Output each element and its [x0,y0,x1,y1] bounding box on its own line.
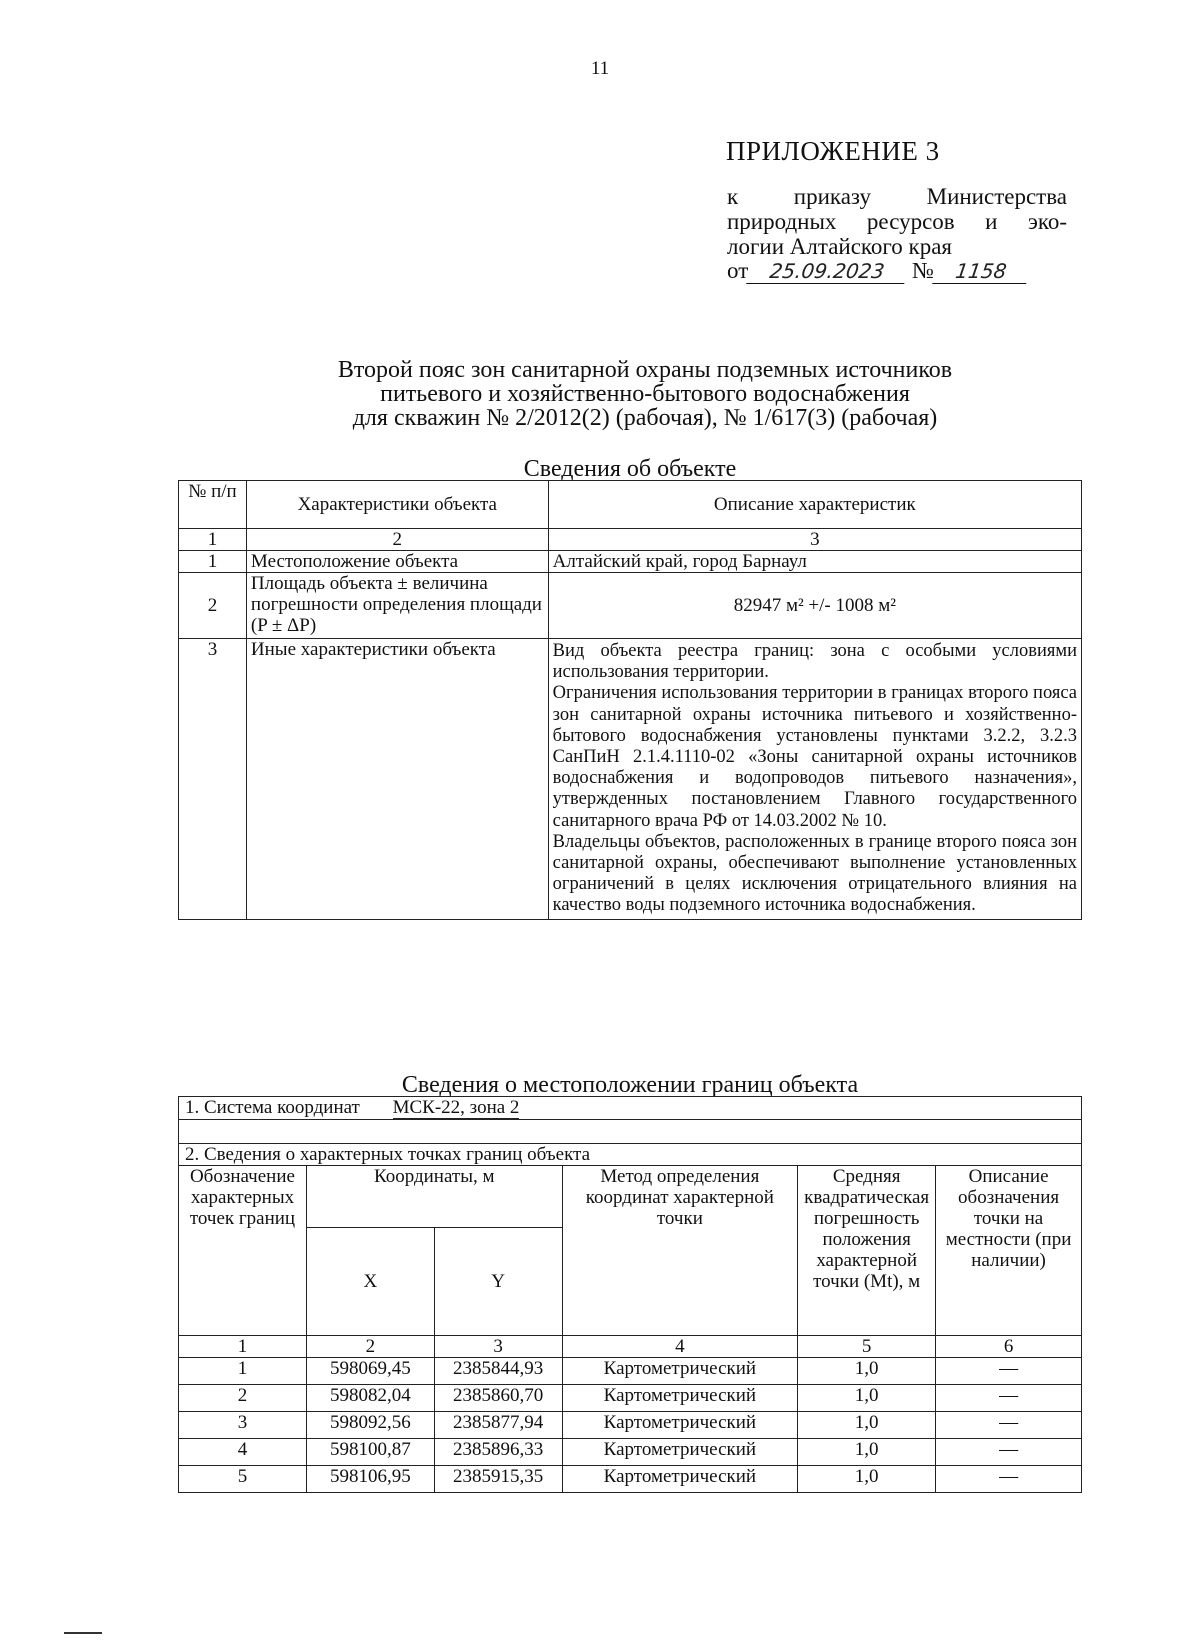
column-header-description: Описание характеристик [548,481,1081,529]
appendix-title: ПРИЛОЖЕНИЕ 3 [726,136,940,166]
table-row [179,1439,1082,1466]
row-characteristic: Площадь объекта ± величина погрешности определения площади (P ± ΔP) [246,573,548,639]
column-number: 2 [246,529,548,551]
column-header-y: Y [434,1228,562,1336]
point-description: — [936,1385,1082,1412]
title-line: Второй пояс зон санитарной охраны подземных источников [337,357,953,383]
empty-cell [179,1120,1082,1144]
column-header-x: X [306,1228,434,1336]
handwritten-date: 25.09.2023 [746,259,908,284]
appendix-order-reference [727,184,1067,259]
column-header-number: № п/п [179,481,247,529]
description-paragraph: Ограничения использования территории в границах второго пояса зон санитарной охраны источника питьевого и хозяйственно-бытового водоснабжения установлены пунктами 3.2.2, 3.2.3 СанПиН 2.1.4.1110-02 «Зоны санитарной охраны источников водоснабжения и водопроводов питьевого назначения», утвержденных постановлением Главного государственного санитарного врача РФ от 14.03.2002 № 10. [552,683,1077,831]
column-header-characteristic: Характеристики объекта [246,481,548,529]
row-description: Алтайский край, город Барнаул [548,551,1081,573]
object-info-heading: Сведения об объекте [523,456,737,482]
point-id: 2 [179,1385,307,1412]
column-number: 3 [434,1336,562,1358]
description-paragraph: Вид объекта реестра границ: зона с особыми условиями использования территории. [552,641,1077,683]
column-header-designation: Обозначение характерных точек границ [179,1166,307,1336]
column-number: 3 [548,529,1081,551]
column-header-method: Метод определения координат характерной точки [562,1166,798,1336]
table-row [179,1385,1082,1412]
row-number: 3 [179,639,247,920]
appendix-line: логии Алтайского края [727,234,953,259]
coordinate-system-value: МСК-22, зона 2 [392,1097,520,1118]
point-y: 2385896,33 [434,1439,562,1466]
column-number: 4 [562,1336,798,1358]
number-prefix: № [912,258,934,283]
appendix-line: к приказу Министерства [727,184,1067,209]
points-section-label: 2. Сведения о характерных точках границ объекта [179,1144,1082,1166]
point-method: Картометрический [562,1385,798,1412]
coordinate-system-label: 1. Система координат [185,1097,360,1118]
point-y: 2385844,93 [434,1358,562,1385]
point-id: 5 [179,1466,307,1493]
column-number: 6 [936,1336,1082,1358]
coordinate-system-cell [179,1097,1082,1120]
point-mt: 1,0 [798,1439,936,1466]
point-x: 598092,56 [306,1412,434,1439]
point-id: 1 [179,1358,307,1385]
column-number-row [179,1336,1082,1358]
table-row [179,573,1082,639]
point-y: 2385860,70 [434,1385,562,1412]
point-method: Картометрический [562,1358,798,1385]
column-number-row [179,529,1082,551]
coordinate-system-row [179,1097,1082,1120]
point-mt: 1,0 [798,1358,936,1385]
title-line: питьевого и хозяйственно-бытового водоснабжения [380,381,910,407]
row-characteristic: Иные характеристики объекта [246,639,548,920]
column-header-rms-error: Средняя квадратическая погрешность положения характерной точки (Mt), м [798,1166,936,1336]
point-method: Картометрический [562,1412,798,1439]
boundary-info-heading: Сведения о местоположении границ объекта [401,1072,859,1098]
spacer-row [179,1120,1082,1144]
date-prefix: от [727,258,749,283]
point-x: 598069,45 [306,1358,434,1385]
point-method: Картометрический [562,1466,798,1493]
column-number: 2 [306,1336,434,1358]
table-row [179,551,1082,573]
page-number: 11 [590,58,610,79]
point-mt: 1,0 [798,1412,936,1439]
point-x: 598100,87 [306,1439,434,1466]
table-row [179,1358,1082,1385]
description-paragraph: Владельцы объектов, расположенных в границе второго пояса зон санитарной охраны, обеспечивают выполнение установленных ограничений в целях исключения отрицательного влияния на качество воды подземного источника водоснабжения. [552,831,1077,916]
column-number: 1 [179,529,247,551]
row-number: 2 [179,573,247,639]
point-x: 598106,95 [306,1466,434,1493]
row-description: 82947 м² +/- 1008 м² [548,573,1081,639]
boundary-info-table [178,1096,1082,1493]
table-row [179,1466,1082,1493]
row-characteristic: Местоположение объекта [246,551,548,573]
column-header-point-description: Описание обозначения точки на местности (при наличии) [936,1166,1082,1336]
points-section-row [179,1144,1082,1166]
point-id: 4 [179,1439,307,1466]
appendix-line: природных ресурсов и эко- [727,209,1067,234]
table-row [179,639,1082,920]
row-description [548,639,1081,920]
point-mt: 1,0 [798,1385,936,1412]
table-header-row [179,1166,1082,1228]
scan-mark-divider [64,1632,102,1634]
column-header-coordinates: Координаты, м [306,1166,562,1228]
point-y: 2385877,94 [434,1412,562,1439]
row-number: 1 [179,551,247,573]
order-date-number-line [727,258,1028,284]
point-method: Картометрический [562,1439,798,1466]
column-number: 5 [798,1336,936,1358]
point-y: 2385915,35 [434,1466,562,1493]
point-description: — [936,1439,1082,1466]
column-number: 1 [179,1336,307,1358]
point-description: — [936,1466,1082,1493]
object-info-table [178,480,1082,920]
title-line: для скважин № 2/2012(2) (рабочая), № 1/617(3) (рабочая) [352,405,938,431]
table-row [179,1412,1082,1439]
document-title [200,358,1090,430]
point-description: — [936,1358,1082,1385]
point-description: — [936,1412,1082,1439]
handwritten-order-number: 1158 [932,259,1030,284]
point-id: 3 [179,1412,307,1439]
point-mt: 1,0 [798,1466,936,1493]
point-x: 598082,04 [306,1385,434,1412]
table-header-row [179,481,1082,529]
